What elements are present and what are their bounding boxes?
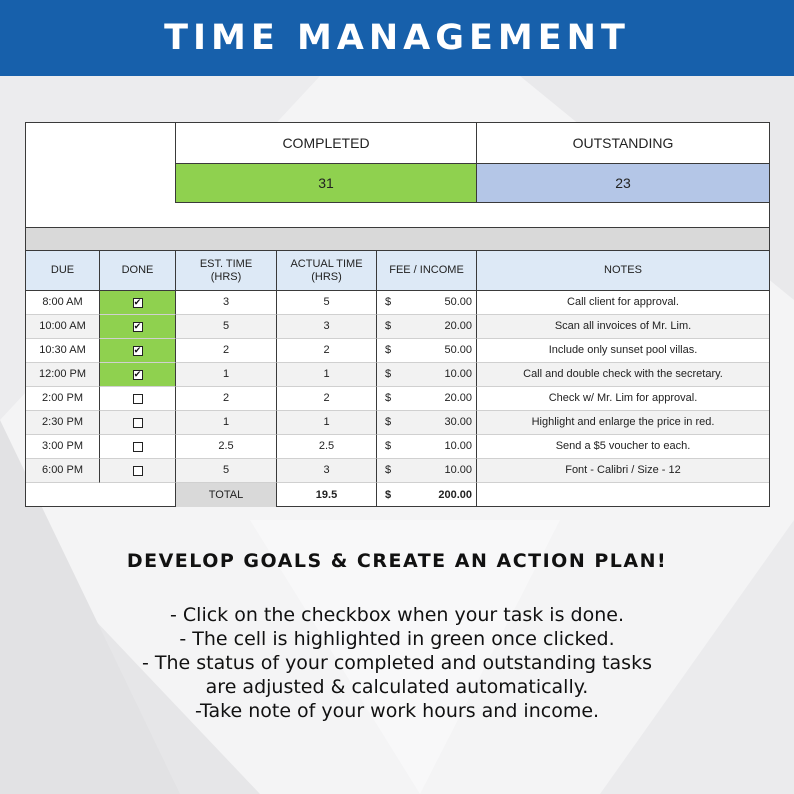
actual-time-cell: 3 bbox=[277, 459, 377, 483]
due-cell: 10:00 AM bbox=[26, 315, 100, 339]
fee-cell bbox=[377, 435, 477, 459]
fee-amount: 50.00 bbox=[444, 296, 472, 308]
currency-symbol: $ bbox=[385, 368, 392, 380]
total-fee bbox=[377, 483, 477, 507]
column-header-actual-time: ACTUAL TIME (HRS) bbox=[277, 251, 377, 291]
fee-amount: 10.00 bbox=[444, 368, 472, 380]
checked-checkbox-icon[interactable]: ✔ bbox=[133, 321, 142, 331]
actual-time-cell: 3 bbox=[277, 315, 377, 339]
due-cell: 2:30 PM bbox=[26, 411, 100, 435]
fee-amount: 30.00 bbox=[444, 416, 472, 428]
done-cell[interactable] bbox=[100, 387, 176, 411]
completed-value: 31 bbox=[176, 163, 477, 203]
fee-amount: 20.00 bbox=[444, 392, 472, 404]
notes-cell: Highlight and enlarge the price in red. bbox=[477, 411, 769, 435]
actual-time-cell: 5 bbox=[277, 291, 377, 315]
currency-symbol: $ bbox=[385, 416, 392, 428]
checked-checkbox-icon[interactable]: ✔ bbox=[133, 345, 142, 355]
est-time-cell: 1 bbox=[176, 363, 277, 387]
due-cell: 12:00 PM bbox=[26, 363, 100, 387]
fee-cell bbox=[377, 291, 477, 315]
notes-cell: Call and double check with the secretary. bbox=[477, 363, 769, 387]
column-header-due: DUE bbox=[26, 251, 100, 291]
unchecked-checkbox-icon[interactable] bbox=[133, 394, 143, 404]
notes-cell: Font - Calibri / Size - 12 bbox=[477, 459, 769, 483]
checked-checkbox-icon[interactable]: ✔ bbox=[133, 369, 142, 379]
due-cell: 3:00 PM bbox=[26, 435, 100, 459]
currency-symbol: $ bbox=[385, 320, 392, 332]
instructions bbox=[0, 603, 794, 723]
outstanding-label: OUTSTANDING bbox=[572, 134, 674, 151]
divider-bar bbox=[26, 227, 769, 251]
column-header-est-time: EST. TIME (HRS) bbox=[176, 251, 277, 291]
done-cell[interactable] bbox=[100, 435, 176, 459]
fee-amount: 20.00 bbox=[444, 320, 472, 332]
total-blank-cell bbox=[26, 483, 176, 507]
done-cell[interactable] bbox=[100, 291, 176, 315]
est-time-cell: 2 bbox=[176, 387, 277, 411]
fee-cell bbox=[377, 459, 477, 483]
currency-symbol: $ bbox=[385, 464, 392, 476]
currency-symbol: $ bbox=[385, 392, 392, 404]
total-actual-time: 19.5 bbox=[277, 483, 377, 507]
est-time-cell: 5 bbox=[176, 315, 277, 339]
done-cell[interactable] bbox=[100, 459, 176, 483]
fee-cell bbox=[377, 315, 477, 339]
est-time-cell: 2.5 bbox=[176, 435, 277, 459]
fee-amount: 10.00 bbox=[444, 464, 472, 476]
outstanding-value: 23 bbox=[477, 163, 769, 203]
notes-cell: Check w/ Mr. Lim for approval. bbox=[477, 387, 769, 411]
done-cell[interactable] bbox=[100, 315, 176, 339]
actual-time-cell: 1 bbox=[277, 363, 377, 387]
fee-cell bbox=[377, 363, 477, 387]
instruction-line: -Take note of your work hours and income. bbox=[194, 700, 600, 722]
instruction-line: - Click on the checkbox when your task is done. bbox=[170, 604, 624, 626]
total-label: TOTAL bbox=[176, 483, 277, 507]
due-cell: 10:30 AM bbox=[26, 339, 100, 363]
est-time-cell: 5 bbox=[176, 459, 277, 483]
column-header-fee-income: FEE / INCOME bbox=[377, 251, 477, 291]
spreadsheet bbox=[25, 122, 770, 507]
instruction-line: - The cell is highlighted in green once clicked. bbox=[179, 628, 615, 650]
notes-cell: Include only sunset pool villas. bbox=[477, 339, 769, 363]
page-title: TIME MANAGEMENT bbox=[164, 18, 630, 58]
est-time-cell: 2 bbox=[176, 339, 277, 363]
column-header-done: DONE bbox=[100, 251, 176, 291]
fee-cell bbox=[377, 387, 477, 411]
done-cell[interactable] bbox=[100, 363, 176, 387]
unchecked-checkbox-icon[interactable] bbox=[133, 466, 143, 476]
total-currency: $ bbox=[385, 488, 392, 501]
actual-time-cell: 2.5 bbox=[277, 435, 377, 459]
currency-symbol: $ bbox=[385, 440, 392, 452]
done-cell[interactable] bbox=[100, 339, 176, 363]
fee-cell bbox=[377, 339, 477, 363]
total-fee-amount: 200.00 bbox=[438, 488, 472, 501]
est-time-cell: 3 bbox=[176, 291, 277, 315]
fee-amount: 10.00 bbox=[444, 440, 472, 452]
instruction-line: - The status of your completed and outstanding tasks bbox=[142, 652, 652, 674]
currency-symbol: $ bbox=[385, 344, 392, 356]
currency-symbol: $ bbox=[385, 296, 392, 308]
due-cell: 6:00 PM bbox=[26, 459, 100, 483]
checked-checkbox-icon[interactable]: ✔ bbox=[133, 297, 142, 307]
page-header bbox=[0, 0, 794, 76]
fee-amount: 50.00 bbox=[444, 344, 472, 356]
summary-blank-cell bbox=[26, 123, 176, 203]
due-cell: 2:00 PM bbox=[26, 387, 100, 411]
fee-cell bbox=[377, 411, 477, 435]
unchecked-checkbox-icon[interactable] bbox=[133, 418, 143, 428]
total-notes-blank bbox=[477, 483, 769, 507]
column-header-notes: NOTES bbox=[477, 251, 769, 291]
tagline: DEVELOP GOALS & CREATE AN ACTION PLAN! bbox=[126, 550, 668, 572]
notes-cell: Call client for approval. bbox=[477, 291, 769, 315]
notes-cell: Scan all invoices of Mr. Lim. bbox=[477, 315, 769, 339]
done-cell[interactable] bbox=[100, 411, 176, 435]
instruction-line: are adjusted & calculated automatically. bbox=[205, 676, 589, 698]
notes-cell: Send a $5 voucher to each. bbox=[477, 435, 769, 459]
actual-time-cell: 2 bbox=[277, 387, 377, 411]
unchecked-checkbox-icon[interactable] bbox=[133, 442, 143, 452]
due-cell: 8:00 AM bbox=[26, 291, 100, 315]
est-time-cell: 1 bbox=[176, 411, 277, 435]
actual-time-cell: 1 bbox=[277, 411, 377, 435]
actual-time-cell: 2 bbox=[277, 339, 377, 363]
completed-label: COMPLETED bbox=[176, 123, 477, 163]
